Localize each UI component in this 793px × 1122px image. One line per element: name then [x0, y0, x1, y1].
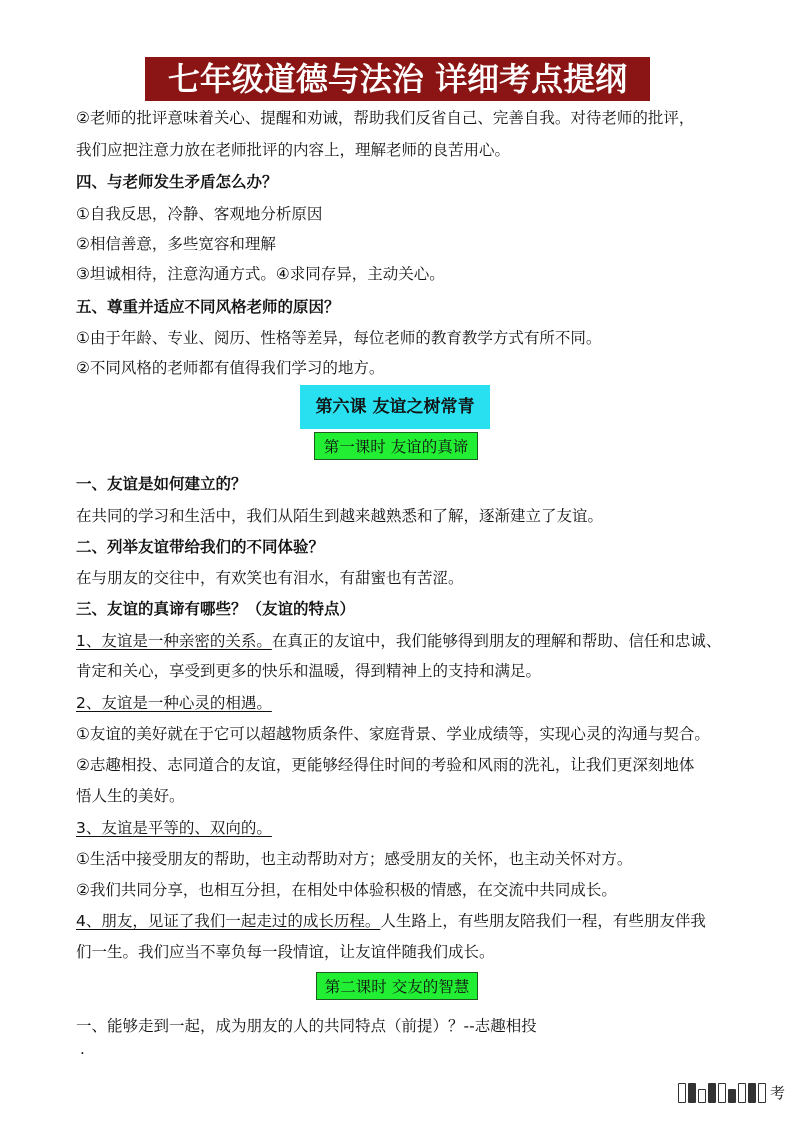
- list-item: ①友谊的美好就在于它可以超越物质条件、家庭背景、学业成绩等，实现心灵的沟通与契合。: [76, 725, 710, 743]
- list-item: ①生活中接受朋友的帮助，也主动帮助对方；感受朋友的关怀，也主动关怀对方。: [76, 850, 633, 868]
- list-item: ②不同风格的老师都有值得我们学习的地方。: [76, 359, 385, 377]
- period-banner: 第二课时 交友的智慧: [316, 972, 478, 1000]
- lesson-title-banner: 第六课 友谊之树常青: [300, 385, 490, 429]
- underlined-point: 2、友谊是一种心灵的相遇。: [76, 694, 272, 712]
- question-heading: 五、尊重并适应不同风格老师的原因？: [76, 298, 340, 316]
- answer-line: 在与朋友的交往中，有欢笑也有泪水，有甜蜜也有苦涩。: [76, 569, 464, 587]
- barcode-logo-icon: [678, 1083, 785, 1103]
- paragraph-line: 们一生。我们应当不辜负每一段情谊，让友谊伴随我们成长。: [76, 943, 495, 961]
- underlined-point: 1、友谊是一种亲密的关系。: [76, 632, 272, 650]
- list-item: 悟人生的美好。: [76, 787, 185, 805]
- underlined-point: 3、友谊是平等的、双向的。: [76, 819, 272, 837]
- page-title: 七年级道德与法治 详细考点提纲: [145, 57, 650, 101]
- point-text: 在真正的友谊中，我们能够得到朋友的理解和帮助、信任和忠诚、: [271, 632, 722, 650]
- list-item: ②我们共同分享，也相互分担，在相处中体验积极的情感，在交流中共同成长。: [76, 881, 617, 899]
- period-banner: 第一课时 友谊的真谛: [314, 432, 478, 460]
- trailing-dot: .: [80, 1040, 85, 1058]
- point-line: [76, 693, 272, 713]
- question-heading: 四、与老师发生矛盾怎么办？: [76, 173, 278, 191]
- question-line: 一、能够走到一起，成为朋友的人的共同特点（前提）？--志趣相投: [76, 1017, 537, 1035]
- paragraph-line: ②老师的批评意味着关心、提醒和劝诫，帮助我们反省自己、完善自我。对待老师的批评，: [76, 109, 695, 127]
- point-line: [76, 911, 706, 931]
- answer-line: 在共同的学习和生活中，我们从陌生到越来越熟悉和了解，逐渐建立了友谊。: [76, 507, 604, 525]
- list-item: ①由于年龄、专业、阅历、性格等差异，每位老师的教育教学方式有所不同。: [76, 329, 602, 347]
- list-item: ③坦诚相待，注意沟通方式。④求同存异，主动关心。: [76, 265, 445, 283]
- underlined-point: 4、朋友，见证了我们一起走过的成长历程。: [76, 912, 381, 930]
- point-line: [76, 818, 272, 838]
- question-heading: 二、列举友谊带给我们的不同体验？: [76, 538, 325, 556]
- list-item: ①自我反思，冷静、客观地分析原因: [76, 205, 323, 223]
- watermark-text: 考: [770, 1084, 786, 1102]
- list-item: ②志趣相投、志同道合的友谊，更能够经得住时间的考验和风雨的洗礼，让我们更深刻地体: [76, 756, 695, 774]
- point-text: 人生路上，有些朋友陪我们一程，有些朋友伴我: [380, 912, 706, 930]
- question-heading: 一、友谊是如何建立的？: [76, 475, 247, 493]
- paragraph-line: 肯定和关心，享受到更多的快乐和温暖，得到精神上的支持和满足。: [76, 662, 542, 680]
- question-heading: 三、友谊的真谛有哪些？（友谊的特点）: [76, 600, 356, 618]
- list-item: ②相信善意，多些宽容和理解: [76, 235, 276, 253]
- paragraph-line: 我们应把注意力放在老师批评的内容上，理解老师的良苦用心。: [76, 141, 511, 159]
- point-line: [76, 631, 721, 651]
